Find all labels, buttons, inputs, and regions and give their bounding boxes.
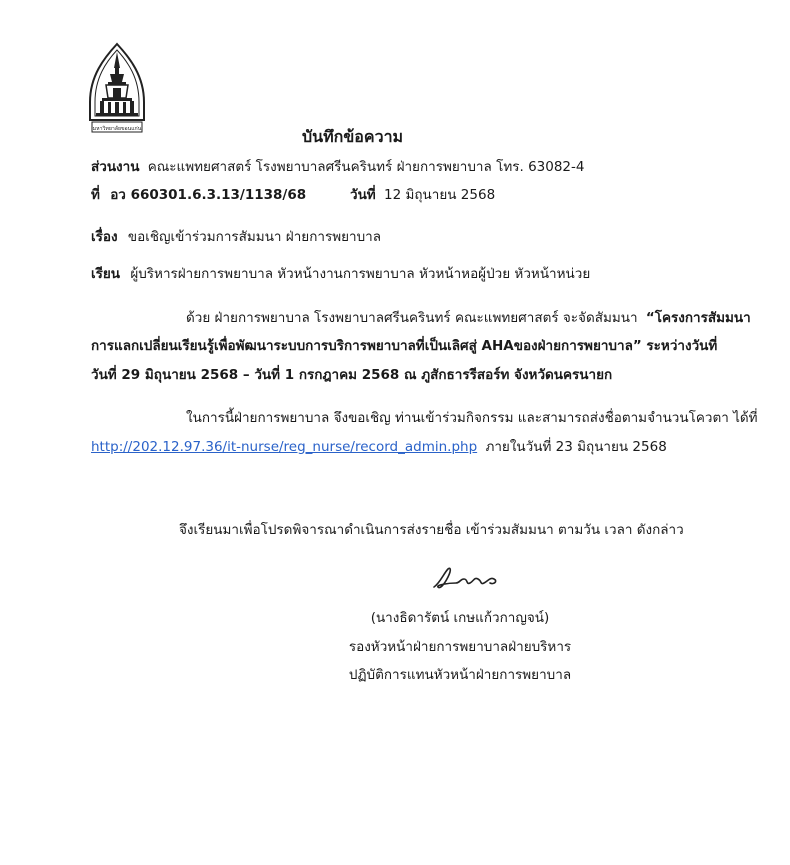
registration-link[interactable]: http://202.12.97.36/it-nurse/reg_nurse/record_admin.php (91, 439, 478, 455)
university-logo (86, 42, 148, 134)
subject-line (91, 228, 381, 246)
signature-mark (430, 563, 502, 593)
recipient-label: เรียน (91, 266, 121, 282)
reference-value: อว 660301.6.3.13/1138/68 (110, 187, 307, 203)
paragraph-1-line-2: การแลกเปลี่ยนเรียนรู้เพื่อพัฒนาระบบการบริการพยาบาลที่เป็นเลิศสู่ AHAของฝ่ายการพยาบาล” ระหว่างวันที่ (91, 338, 718, 354)
reference-line (91, 186, 306, 204)
reference-label: ที่ (91, 187, 100, 203)
department-label: ส่วนงาน (91, 159, 140, 175)
closing-sentence: จึงเรียนมาเพื่อโปรดพิจารณาดำเนินการส่งรายชื่อ เข้าร่วมสัมมนา ตามวัน เวลา ดังกล่าว (179, 522, 684, 538)
paragraph-2-line-2 (91, 438, 667, 456)
logo-caption: มหาวิทยาลัยขอนแก่น (92, 126, 142, 132)
project-name-start: “โครงการสัมมนา (645, 310, 751, 326)
date-line (350, 186, 495, 204)
subject-label: เรื่อง (91, 229, 118, 245)
signatory-position-2: ปฏิบัติการแทนหัวหน้าฝ่ายการพยาบาล (348, 667, 572, 683)
date-value: 12 มิถุนายน 2568 (384, 187, 496, 203)
memo-title: บันทึกข้อความ (302, 127, 404, 146)
recipient-value: ผู้บริหารฝ่ายการพยาบาล หัวหน้างานการพยาบาล หัวหน้าหอผู้ป่วย หัวหน้าหน่วย (130, 266, 591, 282)
subject-value: ขอเชิญเข้าร่วมการสัมมนา ฝ่ายการพยาบาล (127, 229, 382, 245)
department-value: คณะแพทยศาสตร์ โรงพยาบาลศรีนครินทร์ ฝ่ายการพยาบาล โทร. 63082-4 (147, 159, 585, 175)
registration-deadline: ภายในวันที่ 23 มิถุนายน 2568 (485, 439, 667, 455)
signatory-position-1: รองหัวหน้าฝ่ายการพยาบาลฝ่ายบริหาร (348, 639, 572, 655)
signatory-name: (นางธิดารัตน์ เกษแก้วกาญจน์) (370, 610, 550, 626)
paragraph-1-intro: ด้วย ฝ่ายการพยาบาล โรงพยาบาลศรีนครินทร์ คณะแพทยศาสตร์ จะจัดสัมมนา (186, 310, 638, 326)
paragraph-2-line-1: ในการนี้ฝ่ายการพยาบาล จึงขอเชิญ ท่านเข้าร่วมกิจกรรม และสามารถส่งชื่อตามจำนวนโควตา ได้ที่ (186, 410, 758, 426)
recipient-line (91, 265, 590, 283)
paragraph-1-line-3: วันที่ 29 มิถุนายน 2568 – วันที่ 1 กรกฎาคม 2568 ณ ภูสักธารรีสอร์ท จังหวัดนครนายก (91, 367, 613, 383)
paragraph-1-line-1 (186, 309, 751, 327)
date-label: วันที่ (350, 187, 376, 203)
department-line (91, 158, 584, 176)
